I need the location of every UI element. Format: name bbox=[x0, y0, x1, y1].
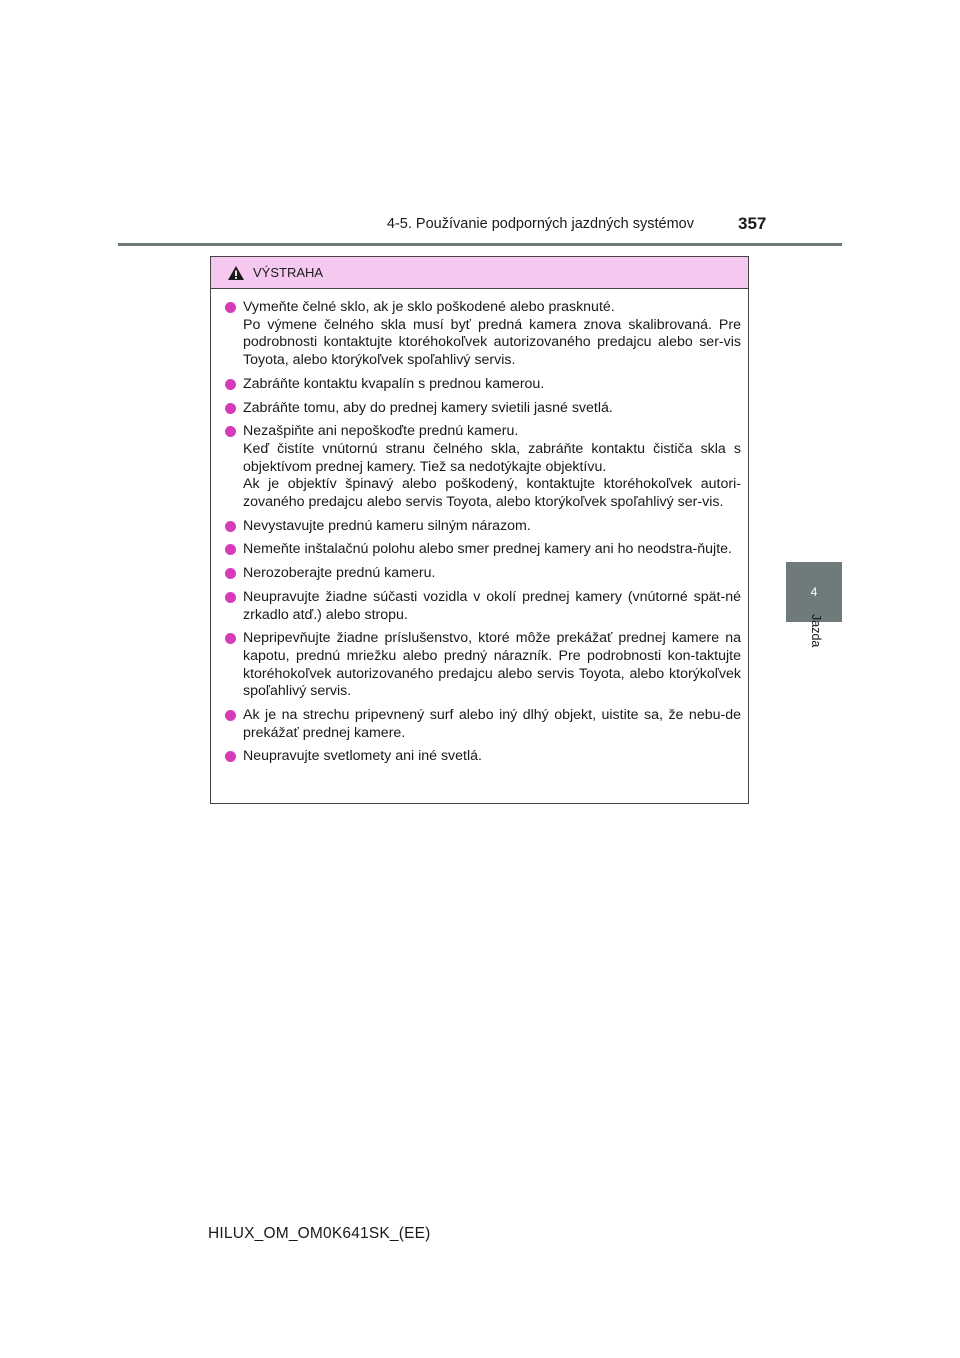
warning-text: Neupravujte žiadne súčasti vozidla v okolí prednej kamery (vnútorné spät-né zrkadlo atď.) alebo stropu. bbox=[243, 588, 741, 623]
document-code: HILUX_OM_OM0K641SK_(EE) bbox=[208, 1225, 431, 1242]
warning-text: Neupravujte svetlomety ani iné svetlá. bbox=[243, 748, 482, 765]
warning-box bbox=[210, 256, 749, 804]
warning-text: Vymeňte čelné sklo, ak je sklo poškodené alebo prasknuté. bbox=[243, 299, 615, 315]
warning-item bbox=[225, 376, 741, 394]
warning-item bbox=[225, 541, 741, 559]
warning-text: Nevystavujte prednú kameru silným nárazom. bbox=[243, 517, 531, 534]
warning-text: Nepripevňujte žiadne príslušenstvo, ktoré môže prekážať prednej kamere na kapotu, prednú mriežku alebo predný nárazník. Pre podrobnosti kon-taktujte ktoréhokoľvek autorizovaného predajcu alebo servis Toyota, alebo ktorýkoľvek spoľahlivý servis. bbox=[243, 630, 741, 700]
chapter-number: 4 bbox=[810, 585, 818, 599]
chapter-label: Jazda bbox=[809, 614, 823, 648]
header-divider bbox=[118, 243, 842, 246]
warning-item bbox=[225, 423, 741, 512]
bullet-icon bbox=[225, 403, 236, 414]
warning-text: Po výmene čelného skla musí byť predná kamera znova skalibrovaná. Pre podrobnosti kontaktujte ktoréhokoľvek autorizovaného predajcu alebo ser-vis Toyota, alebo ktorýkoľvek spoľahlivý servis. bbox=[243, 316, 741, 369]
warning-item bbox=[225, 630, 741, 701]
page-number: 357 bbox=[738, 214, 767, 233]
bullet-icon bbox=[225, 568, 236, 579]
bullet-icon bbox=[225, 544, 236, 555]
warning-text: Keď čistíte vnútornú stranu čelného skla, zabráňte kontaktu čističa skla s objektívom prednej kamery. Tiež sa nedotýkajte objektívu. bbox=[243, 440, 741, 475]
warning-item bbox=[225, 707, 741, 742]
warning-list bbox=[211, 289, 748, 766]
warning-item bbox=[225, 518, 741, 536]
warning-item bbox=[225, 400, 741, 418]
warning-text: Nerozoberajte prednú kameru. bbox=[243, 565, 436, 582]
bullet-icon bbox=[225, 751, 236, 762]
warning-item bbox=[225, 299, 741, 370]
warning-text: Ak je objektív špinavý alebo poškodený, kontaktujte ktoréhokoľvek autori-zovaného predajcu alebo servis Toyota, alebo ktorýkoľvek spoľahlivý ser-vis. bbox=[243, 476, 741, 511]
warning-text: Ak je na strechu pripevnený surf alebo iný dlhý objekt, uistite sa, že nebu-de prekážať prednej kamere. bbox=[243, 707, 741, 741]
warning-item bbox=[225, 565, 741, 583]
bullet-icon bbox=[225, 710, 236, 721]
warning-header bbox=[211, 257, 748, 289]
warning-text: Nezašpiňte ani nepoškoďte prednú kameru. bbox=[243, 423, 519, 440]
warning-title: VÝSTRAHA bbox=[253, 265, 324, 280]
section-title: 4-5. Používanie podporných jazdných systémov bbox=[386, 216, 694, 232]
bullet-icon bbox=[225, 592, 236, 603]
warning-text: Zabráňte tomu, aby do prednej kamery svietili jasné svetlá. bbox=[243, 399, 613, 416]
bullet-icon bbox=[225, 302, 236, 313]
warning-item bbox=[225, 748, 741, 766]
warning-triangle-icon bbox=[227, 265, 245, 281]
bullet-icon bbox=[225, 633, 236, 644]
warning-item bbox=[225, 589, 741, 624]
warning-text: Nemeňte inštalačnú polohu alebo smer prednej kamery ani ho neodstra-ňujte. bbox=[243, 541, 732, 558]
bullet-icon bbox=[225, 379, 236, 390]
warning-text: Zabráňte kontaktu kvapalín s prednou kamerou. bbox=[243, 375, 545, 392]
chapter-tab[interactable] bbox=[786, 562, 842, 622]
bullet-icon bbox=[225, 426, 236, 437]
bullet-icon bbox=[225, 521, 236, 532]
